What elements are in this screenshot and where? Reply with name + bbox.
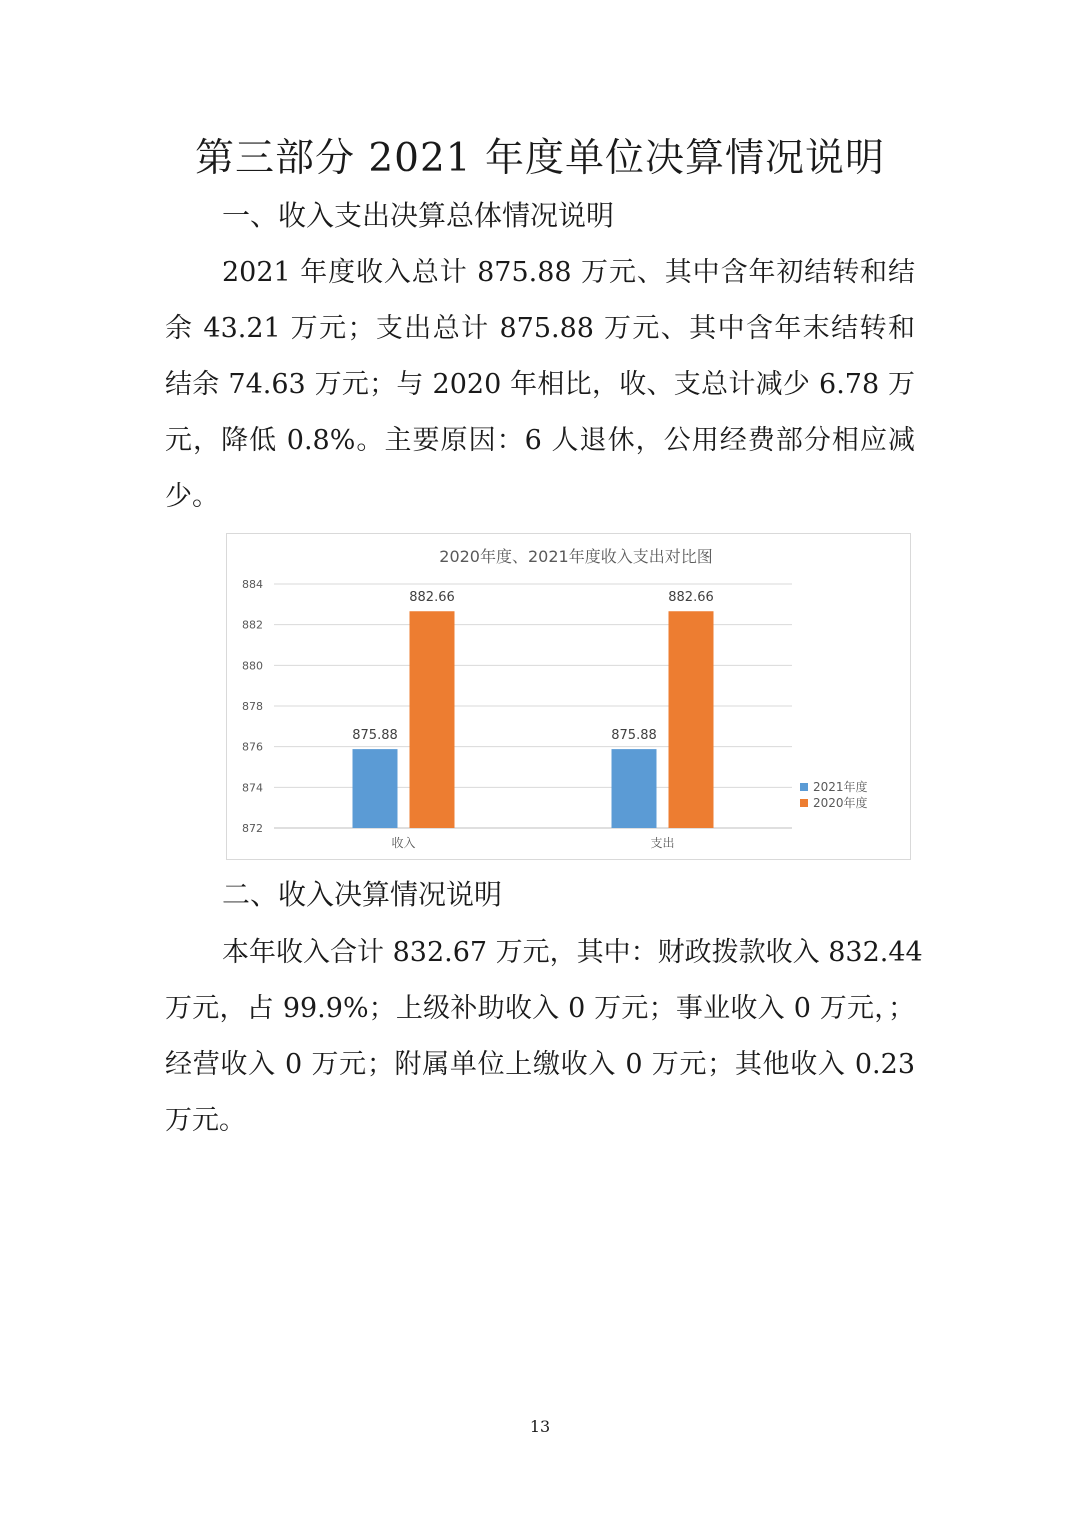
bar-data-label: 875.88 xyxy=(611,728,657,744)
y-tick-label: 882 xyxy=(242,618,263,632)
bar-data-label: 875.88 xyxy=(352,728,398,744)
paragraph-line: 经营收入 0 万元；附属单位上缴收入 0 万元；其他收入 0.23 xyxy=(165,1049,915,1080)
chart-canvas xyxy=(227,534,910,859)
comparison-bar-chart xyxy=(226,533,911,860)
y-tick-label: 878 xyxy=(242,700,263,713)
paragraph-line: 结余 74.63 万元；与 2020 年相比，收、支总计减少 6.78 万 xyxy=(165,369,915,400)
chart-title: 2020年度、2021年度收入支出对比图 xyxy=(439,547,713,566)
bar-data-label: 882.66 xyxy=(668,590,714,606)
x-tick-label: 支出 xyxy=(650,836,675,850)
section-heading-income-expense: 一、收入支出决算总体情况说明 xyxy=(222,199,615,232)
y-tick-label: 876 xyxy=(242,740,263,754)
bar-data-label: 882.66 xyxy=(409,590,455,606)
paragraph-line: 2021 年度收入总计 875.88 万元、其中含年初结转和结 xyxy=(222,257,915,288)
page-number: 13 xyxy=(529,1417,551,1436)
legend-swatch xyxy=(800,799,808,807)
y-tick-label: 880 xyxy=(242,659,263,673)
legend-label: 2020年度 xyxy=(813,796,868,810)
paragraph-line: 本年收入合计 832.67 万元，其中：财政拨款收入 832.44 xyxy=(222,937,923,968)
paragraph-line: 余 43.21 万元；支出总计 875.88 万元、其中含年末结转和 xyxy=(165,313,915,344)
bar-2021年度-支出 xyxy=(612,749,657,828)
paragraph-line: 万元。 xyxy=(165,1105,246,1136)
legend-label: 2021年度 xyxy=(813,780,868,794)
legend-swatch xyxy=(800,783,808,791)
y-tick-label: 884 xyxy=(242,578,263,591)
bar-2021年度-收入 xyxy=(353,749,398,828)
page-title: 第三部分 2021 年度单位决算情况说明 xyxy=(194,136,886,181)
paragraph-line: 少。 xyxy=(165,481,219,512)
x-tick-label: 收入 xyxy=(391,836,416,850)
paragraph-line: 元，降低 0.8%。主要原因：6 人退休，公用经费部分相应减 xyxy=(165,425,915,456)
paragraph-line: 万元，占 99.9%；上级补助收入 0 万元；事业收入 0 万元，； xyxy=(165,993,915,1024)
bar-2020年度-收入 xyxy=(410,611,455,828)
bar-2020年度-支出 xyxy=(669,611,714,828)
y-tick-label: 874 xyxy=(242,781,263,795)
section-heading-income: 二、收入决算情况说明 xyxy=(222,878,503,911)
y-tick-label: 872 xyxy=(242,822,263,835)
